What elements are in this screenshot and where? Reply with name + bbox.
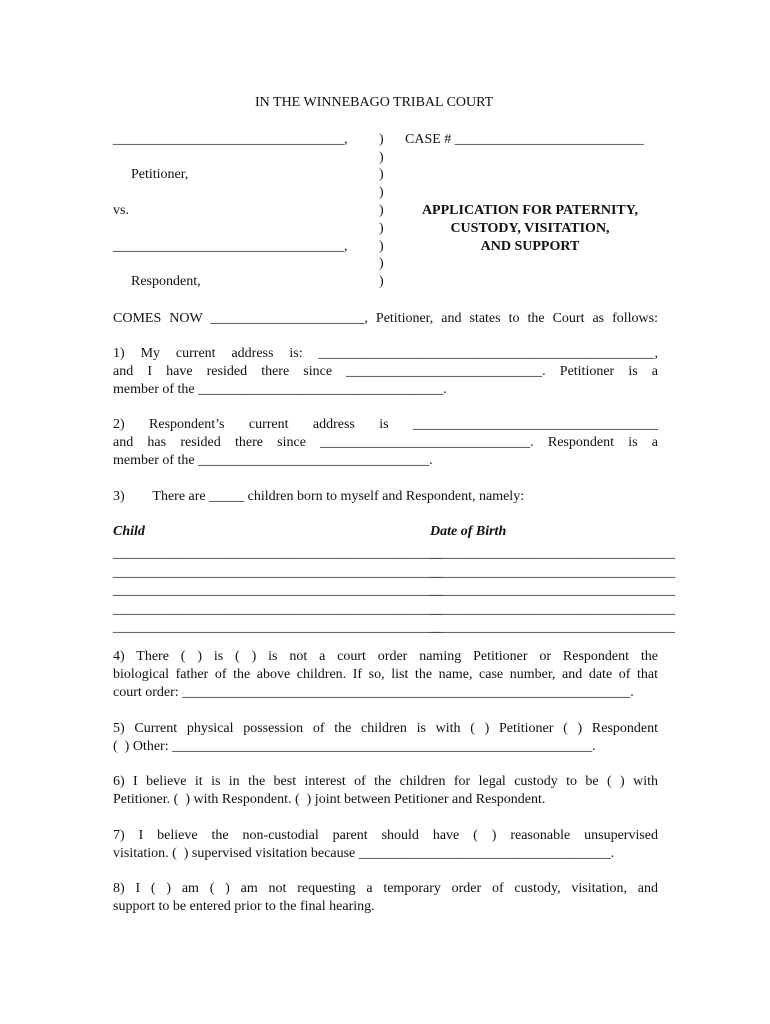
case-number-field[interactable]: CASE # ___________________________ xyxy=(405,132,644,147)
child-dob-blank[interactable]: ___________________________________ xyxy=(430,565,675,580)
document-title-line1: APPLICATION FOR PATERNITY, xyxy=(421,203,639,218)
caption-paren: ) xyxy=(379,274,384,289)
child-dob-blank[interactable]: ___________________________________ xyxy=(430,583,675,598)
petitioner-label: Petitioner, xyxy=(131,167,189,182)
child-column-header: Child xyxy=(113,524,145,539)
child-name-blank[interactable]: _______________________________________________ xyxy=(113,602,442,617)
section-6-line-1[interactable]: 6) I believe it is in the best interest of the children for legal custody to be ( ) with xyxy=(113,774,658,789)
respondent-name-blank[interactable]: _________________________________, xyxy=(113,239,348,254)
document-title-line3: AND SUPPORT xyxy=(480,239,580,254)
versus-label: vs. xyxy=(113,203,129,218)
section-4-line-2: biological father of the above children. If so, list the name, case number, and date of that xyxy=(113,667,658,682)
section-1-line-1[interactable]: 1) My current address is: ________________________________________________, xyxy=(113,346,658,361)
section-1-line-3[interactable]: member of the ___________________________________. xyxy=(113,382,447,397)
document-title-line2: CUSTODY, VISITATION, xyxy=(450,221,610,236)
section-3-line-1[interactable]: 3) There are _____ children born to myself and Respondent, namely: xyxy=(113,489,525,504)
child-name-blank[interactable]: _______________________________________________ xyxy=(113,546,442,561)
section-8-line-1[interactable]: 8) I ( ) am ( ) am not requesting a temporary order of custody, visitation, and xyxy=(113,881,658,896)
section-2-line-1[interactable]: 2) Respondent’s current address is ___________________________________ xyxy=(113,417,658,432)
section-7-line-2[interactable]: visitation. ( ) supervised visitation because ____________________________________. xyxy=(113,846,615,861)
child-dob-blank[interactable]: ___________________________________ xyxy=(430,620,675,635)
section-8-line-2: support to be entered prior to the final hearing. xyxy=(113,899,375,914)
caption-paren: ) xyxy=(379,256,384,271)
child-name-blank[interactable]: _______________________________________________ xyxy=(113,565,442,580)
section-6-line-2[interactable]: Petitioner. ( ) with Respondent. ( ) joint between Petitioner and Respondent. xyxy=(113,792,546,807)
section-2-line-2[interactable]: and has resided there since ______________________________. Respondent is a xyxy=(113,435,658,450)
respondent-label: Respondent, xyxy=(131,274,201,289)
child-dob-blank[interactable]: ___________________________________ xyxy=(430,602,675,617)
court-title: IN THE WINNEBAGO TRIBAL COURT xyxy=(255,95,494,110)
caption-paren: ) xyxy=(379,203,384,218)
caption-paren: ) xyxy=(379,185,384,200)
child-name-blank[interactable]: _______________________________________________ xyxy=(113,583,442,598)
section-5-line-1[interactable]: 5) Current physical possession of the children is with ( ) Petitioner ( ) Respondent xyxy=(113,721,658,736)
section-4-line-3[interactable]: court order: ________________________________________________________________. xyxy=(113,685,634,700)
caption-paren: ) xyxy=(379,150,384,165)
section-7-line-1[interactable]: 7) I believe the non-custodial parent should have ( ) reasonable unsupervised xyxy=(113,828,658,843)
child-name-blank[interactable]: _______________________________________________ xyxy=(113,620,442,635)
caption-paren: ) xyxy=(379,132,384,147)
section-2-line-3[interactable]: member of the _________________________________. xyxy=(113,453,433,468)
petitioner-name-blank[interactable]: _________________________________, xyxy=(113,132,348,147)
caption-paren: ) xyxy=(379,221,384,236)
dob-column-header: Date of Birth xyxy=(430,524,507,539)
section-4-line-1[interactable]: 4) There ( ) is ( ) is not a court order naming Petitioner or Respondent the xyxy=(113,649,658,664)
section-5-line-2[interactable]: ( ) Other: ____________________________________________________________. xyxy=(113,739,596,754)
child-dob-blank[interactable]: ___________________________________ xyxy=(430,546,675,561)
section-1-line-2[interactable]: and I have resided there since ____________________________. Petitioner is a xyxy=(113,364,658,379)
caption-paren: ) xyxy=(379,167,384,182)
comes-now-paragraph[interactable]: COMES NOW ______________________, Petitioner, and states to the Court as follows: xyxy=(113,311,658,326)
caption-paren: ) xyxy=(379,239,384,254)
